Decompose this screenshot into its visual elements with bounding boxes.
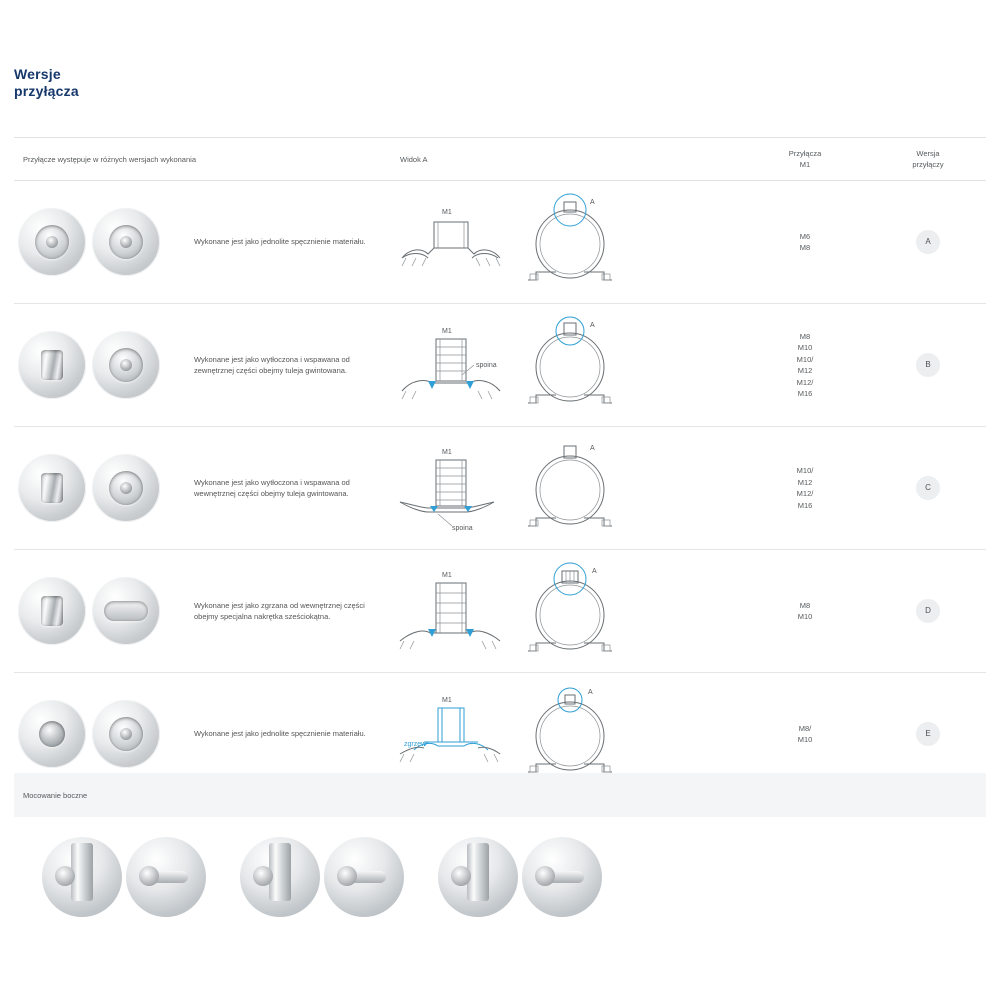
section-drawing <box>394 688 506 780</box>
version-badge: C <box>916 476 940 500</box>
product-photo <box>522 837 602 917</box>
m1-value: M8 <box>799 243 811 252</box>
side-mount-label: Mocowanie boczne <box>23 790 88 800</box>
weld-label: zgrzew <box>404 741 427 748</box>
row-description: Wykonane jest jako jednolite spęcznienie materiału. <box>194 237 366 247</box>
m1-value: M8/ <box>798 723 812 733</box>
version-badge: E <box>916 722 940 746</box>
versions-table <box>14 137 986 796</box>
header-col-version-line2: przyłączy <box>912 160 944 169</box>
m1-value: M12 <box>797 477 813 487</box>
row-d-m1-cell <box>740 550 870 673</box>
product-photo <box>92 700 160 768</box>
section-drawing <box>394 196 506 288</box>
m1-value: M12 <box>797 366 813 375</box>
product-photo <box>92 208 160 276</box>
m1-value: M12/ <box>796 489 814 498</box>
product-photo <box>240 837 320 917</box>
table-row <box>14 181 986 304</box>
clamp-drawing <box>510 682 630 786</box>
product-photo <box>92 331 160 399</box>
m1-label: M1 <box>442 209 452 216</box>
m1-value: M10/ <box>796 466 814 475</box>
product-photo <box>18 331 86 399</box>
header-col-view <box>394 138 740 181</box>
side-mount-band <box>14 773 986 817</box>
row-a-version-cell <box>870 181 986 304</box>
header-col-description: Przyłącze występuje w różnych wersjach wykonania <box>14 138 394 181</box>
row-b-version-cell <box>870 304 986 427</box>
view-a-label: A <box>590 445 595 452</box>
page-title <box>14 66 79 100</box>
product-photo <box>18 208 86 276</box>
m1-label: M1 <box>442 328 452 335</box>
section-drawing <box>394 319 506 411</box>
row-c-version-cell <box>870 427 986 550</box>
row-d-photos <box>14 550 194 673</box>
weld-label: spoina <box>476 362 497 369</box>
view-a-label: A <box>590 199 595 206</box>
row-a-m1-cell <box>740 181 870 304</box>
header-col-m1 <box>740 138 870 181</box>
product-photo <box>92 454 160 522</box>
header-col-version <box>870 138 986 181</box>
row-b-m1-cell <box>740 304 870 427</box>
row-a-description-cell <box>194 181 394 304</box>
row-description: Wykonane jest jako wytłoczona i wspawana od zewnętrznej części obejmy tuleja gwintowana. <box>194 354 350 375</box>
m1-label: M1 <box>442 572 452 579</box>
photo-group <box>240 837 404 917</box>
version-badge: B <box>916 353 940 377</box>
row-c-photos <box>14 427 194 550</box>
m1-value: M6 <box>799 231 811 241</box>
product-photo <box>18 700 86 768</box>
version-badge: A <box>916 230 940 254</box>
product-photo <box>438 837 518 917</box>
version-badge: D <box>916 599 940 623</box>
m1-value: M10 <box>797 735 813 744</box>
view-a-label: A <box>592 568 597 575</box>
section-drawing <box>394 563 506 659</box>
side-mount-photos <box>14 822 986 932</box>
product-photo <box>42 837 122 917</box>
row-description: Wykonane jest jako wytłoczona i wspawana od wewnętrznej części obejmy tuleja gwintowana. <box>194 477 350 498</box>
header-col-m1-line1: Przyłącza <box>788 149 822 158</box>
row-b-photos <box>14 304 194 427</box>
row-a-drawing-cell <box>394 181 740 304</box>
clamp-drawing <box>510 190 630 294</box>
product-photo <box>18 577 86 645</box>
m1-value: M16 <box>797 389 813 398</box>
m1-label: M1 <box>442 697 452 704</box>
section-drawing <box>394 440 506 536</box>
m1-value: M8 <box>799 600 811 610</box>
row-c-m1-cell <box>740 427 870 550</box>
page-title-line1: Wersje <box>14 66 61 82</box>
product-photo <box>18 454 86 522</box>
header-col-m1-line2: M1 <box>799 160 811 169</box>
table-row <box>14 427 986 550</box>
row-d-version-cell <box>870 550 986 673</box>
view-a-label: A <box>590 322 595 329</box>
m1-value: M8 <box>799 331 811 341</box>
row-b-drawing-cell <box>394 304 740 427</box>
table-header-row <box>14 138 986 181</box>
row-d-description-cell <box>194 550 394 673</box>
row-b-description-cell <box>194 304 394 427</box>
product-photo <box>92 577 160 645</box>
table-row <box>14 304 986 427</box>
row-c-description-cell <box>194 427 394 550</box>
clamp-drawing <box>510 436 630 540</box>
page-title-line2: przyłącza <box>14 83 79 99</box>
clamp-drawing <box>510 313 630 417</box>
table-row <box>14 550 986 673</box>
product-photo <box>324 837 404 917</box>
header-col-view-label: Widok A <box>400 154 428 164</box>
row-a-photos <box>14 181 194 304</box>
row-d-drawing-cell <box>394 550 740 673</box>
m1-label: M1 <box>442 449 452 456</box>
m1-value: M10 <box>797 612 813 621</box>
m1-value: M12/ <box>796 377 814 387</box>
clamp-drawing <box>510 559 630 663</box>
row-description: Wykonane jest jako jednolite spęcznienie materiału. <box>194 729 366 739</box>
photo-group <box>438 837 602 917</box>
view-a-label: A <box>588 689 593 696</box>
product-photo <box>126 837 206 917</box>
m1-value: M16 <box>797 500 813 510</box>
row-c-drawing-cell <box>394 427 740 550</box>
m1-value: M10/ <box>796 354 814 364</box>
header-col-version-line1: Wersja <box>916 149 940 158</box>
weld-label: spoina <box>452 525 473 532</box>
m1-value: M10 <box>797 343 813 352</box>
photo-group <box>42 837 206 917</box>
row-description: Wykonane jest jako zgrzana od wewnętrznej części obejmy specjalna nakrętka sześciokątna. <box>194 600 365 621</box>
